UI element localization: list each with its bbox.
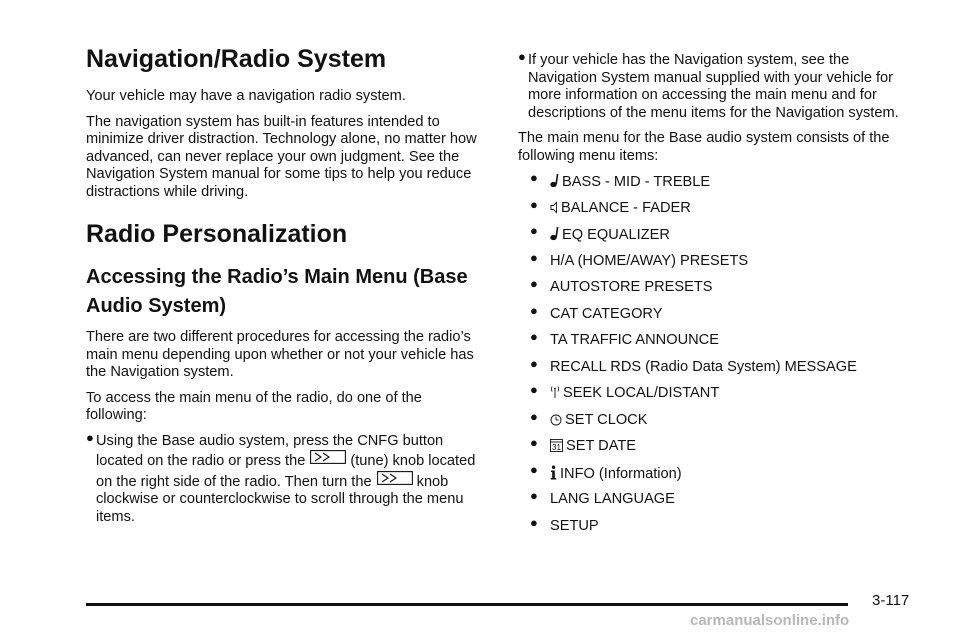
nav-bullets: [518, 49, 918, 122]
menu-item-label: SET CLOCK: [565, 411, 648, 428]
info-icon: [550, 465, 557, 486]
menu-item-label: AUTOSTORE PRESETS: [550, 279, 713, 295]
menu-item-label: SET DATE: [566, 438, 637, 454]
bullet-navigation-system: [518, 49, 918, 122]
menu-item-label: BALANCE - FADER: [561, 199, 691, 216]
menu-item-label: SETUP: [550, 517, 599, 534]
menu-item: [518, 382, 918, 412]
bullet-base-audio: [86, 429, 486, 527]
bullet-dot: ●: [530, 514, 538, 530]
bullet-dot: ●: [530, 408, 538, 424]
bullet-dot: ●: [530, 302, 538, 318]
menu-item: [518, 196, 918, 227]
bullet-base-audio-text-c: knob clockwise or counterclockwise to scroll through the menu items.: [96, 473, 464, 525]
menu-item: [518, 223, 918, 253]
bullet-dot: ●: [518, 49, 526, 64]
antenna-icon: [550, 385, 560, 405]
bullet-base-audio-text-b: (tune) knob located on the right side of the radio. Then turn the: [96, 453, 476, 490]
paragraph-nav-radio: Your vehicle may have a navigation radio system.: [86, 88, 406, 104]
menu-item: [518, 355, 918, 386]
bullet-navigation-text: If your vehicle has the Navigation system, see the Navigation System manual supplied with your vehicle for more information on accessing the main menu and for descriptions of the menu items for the Navigation system.: [528, 52, 899, 121]
paragraph-nav-distraction: The navigation system has built-in features intended to minimize driver distraction. Technology alone, no matter how advanced, can never replace your own judgment. See the Navigation System manual for some tips to help you reduce distractions while driving.: [86, 113, 477, 200]
menu-item-label: EQ EQUALIZER: [562, 227, 670, 243]
speaker-icon: [550, 201, 558, 220]
tune-knob-icon: [377, 471, 413, 485]
heading-navigation-radio-system: Navigation/Radio System: [86, 45, 387, 73]
menu-item-label: H/A (HOME/AWAY) PRESETS: [550, 252, 749, 269]
bullet-dot: ●: [86, 429, 94, 445]
menu-item-label: SEEK LOCAL/DISTANT: [563, 385, 720, 401]
heading-radio-personalization: Radio Personalization: [86, 220, 348, 248]
menu-items-list: [518, 170, 918, 544]
note-icon: [550, 173, 559, 194]
paragraph-two-procedures: There are two different procedures for accessing the radio’s main menu depending upon whether or not your vehicle has the Navigation system.: [86, 329, 474, 380]
menu-item: [518, 461, 918, 492]
note-icon: [550, 226, 559, 247]
menu-item: [518, 249, 918, 280]
menu-item-label: BASS - MID - TREBLE: [562, 174, 711, 190]
menu-item-label: INFO (Information): [560, 465, 682, 482]
watermark: carmanualsonline.info: [690, 612, 850, 629]
bullet-dot: ●: [530, 488, 538, 503]
menu-item: [518, 276, 918, 306]
paragraph-to-access: To access the main menu of the radio, do one of the following:: [86, 389, 422, 423]
bullet-dot: ●: [530, 196, 538, 212]
menu-item-label: RECALL RDS (Radio Data System) MESSAGE: [550, 358, 857, 375]
menu-item: [518, 329, 918, 359]
bullet-dot: ●: [530, 170, 538, 185]
calendar-icon-text: 31: [552, 443, 561, 452]
menu-item-label: LANG LANGUAGE: [550, 491, 675, 507]
clock-icon: [550, 414, 562, 432]
menu-item: [518, 408, 918, 439]
menu-item: [518, 514, 918, 545]
right-column: [518, 49, 918, 544]
bullet-dot: ●: [530, 276, 538, 291]
menu-item: [518, 302, 918, 333]
footer-rule: [86, 603, 848, 606]
access-bullets: [86, 429, 486, 527]
bullet-dot: ●: [530, 355, 538, 371]
bullet-base-audio-text-a: Using the Base audio system, press the CNFG button located on the radio or press the: [96, 432, 444, 469]
bullet-dot: ●: [530, 435, 538, 450]
bullet-dot: ●: [530, 382, 538, 397]
bullet-dot: ●: [530, 223, 538, 238]
menu-item: [518, 435, 918, 465]
heading-accessing-main-menu: Accessing the Radio’s Main Menu (Base Audio System): [86, 266, 468, 317]
menu-item: [518, 170, 918, 200]
left-column: [86, 40, 486, 534]
menu-item-label: TA TRAFFIC ANNOUNCE: [550, 332, 719, 348]
paragraph-main-menu-intro: The main menu for the Base audio system consists of the following menu items:: [518, 130, 890, 164]
bullet-dot: ●: [530, 461, 538, 477]
menu-item-label: CAT CATEGORY: [550, 305, 663, 322]
page-number: 3-117: [872, 592, 910, 609]
menu-item: [518, 488, 918, 518]
calendar-icon: [550, 439, 563, 458]
bullet-dot: ●: [530, 329, 538, 344]
bullet-dot: ●: [530, 249, 538, 265]
tune-knob-icon: [310, 450, 346, 464]
